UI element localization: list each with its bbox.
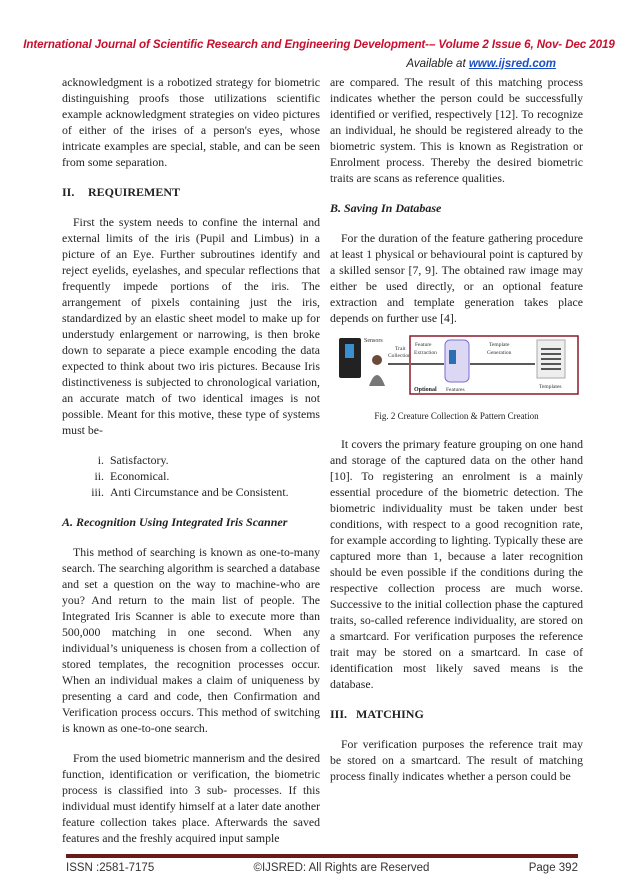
label-template: Template: [489, 342, 510, 348]
label-feature: Feature: [415, 342, 432, 348]
section-heading-requirement: [62, 184, 320, 200]
left-paragraph-4: From the used biometric mannerism and the desired function, identification or verification, the biometric process is classified into 3 sub- processes. If this individual must identify himself at a later date another feature collection takes place. Afterwards the saved features and the freshly acquired input sample: [62, 751, 320, 845]
journal-link[interactable]: www.ijsred.com: [468, 58, 556, 70]
availability-line: [0, 57, 638, 72]
subsection-heading-recognition: A. Recognition Using Integrated Iris Scanner: [62, 515, 288, 529]
footer-copyright: ©IJSRED: All Rights are Reserved: [253, 862, 430, 874]
figure-container: [330, 334, 583, 396]
journal-header: International Journal of Scientific Research and Engineering Development-– Volume 2 Issue 6, Nov- Dec 2019: [23, 38, 615, 51]
label-templates: Templates: [539, 384, 562, 390]
subsection-heading-saving: B. Saving In Database: [330, 201, 442, 215]
figure-biometric-process: [339, 334, 579, 396]
section-number: III.: [330, 707, 348, 721]
section-title: REQUIREMENT: [88, 185, 181, 199]
list-number: ii.: [94, 469, 104, 483]
two-column-body: [62, 74, 583, 846]
left-paragraph-3: This method of searching is known as one-to-many search. The searching algorithm is searched a database and set a question on the way to machine-who are you? And return to the main list of people. The Integrated Iris Scanner is able to execute more than 500,000 matching in one second. When any individual’s uniqueness is chosen from a collection of stored templates, the recognition processes occur. When an individual makes a claim of uniqueness by presenting a card and code, then Confirmation and Verification process occurs. This method of switching is known as one-to-one search.: [62, 545, 320, 735]
footer-page-number: Page 392: [528, 862, 578, 874]
label-trait: Trait: [395, 346, 406, 352]
list-item: [62, 468, 320, 484]
right-paragraph-3: It covers the primary feature grouping on one hand and storage of the captured data on the other hand [10]. To registering an enrolment is a mainly essential procedure of the biometric detection. The biometric individuality must be taken under best conditions, with respect to a good recognition rate, for example according to lighting. Typically these are captured more than 1, because a later recognition should be even possible if the conditions during the respective collection process are much worse. Successive to the initial collection phase the captured traits, so-called reference individuality, are stored on a smartcard. For verification purposes the reference trait may be stored on a smartcard. In case of identification most likely saved means is the database.: [330, 437, 583, 691]
figure-caption: Fig. 2 Creature Collection & Pattern Creation: [374, 411, 539, 421]
label-collection: Collection: [388, 353, 411, 359]
right-paragraph-2: For the duration of the feature gathering procedure at least 1 physical or behavioural point is captured by a skilled sensor [7, 9]. The obtained raw image may either be used directly, or an optional feature extraction and template generation takes place depends on further use [4].: [330, 231, 583, 325]
label-optional: Optional: [414, 387, 437, 393]
section-number: II.: [62, 185, 75, 199]
list-item: [62, 452, 320, 468]
features-database-icon: [445, 340, 469, 382]
list-text: Satisfactory.: [110, 453, 169, 467]
available-prefix: Available at: [406, 58, 469, 70]
footer-issn: ISSN :2581-7175: [66, 862, 155, 874]
right-column: [330, 74, 583, 846]
label-generation: Generation: [487, 350, 512, 356]
label-features: Features: [446, 387, 465, 393]
right-paragraph-4: For verification purposes the reference trait may be stored on a smartcard. The result of matching process finally indicates whether a person could be: [330, 737, 583, 783]
left-paragraph-2: First the system needs to confine the internal and external limits of the iris (Pupil and Limbus) in a picture of an Eye. Further subroutines identify and reject eyelids, eyelashes, and specular reflections that frequently impede portions of the iris. The arrangement of pixels containing just the iris, standardized by an elastic sheet model to make up for understudy enlargement or narrowing, is then broke down to separate a piece example encoding the data expected to think about two iris pictures. Because Iris distinctiveness is subjected to chronological variation, an accurate match of two identical images is not possible. Meant for this motive, these type of systems must be-: [62, 215, 320, 437]
left-column: [62, 74, 320, 846]
section-title: MATCHING: [356, 707, 424, 721]
left-paragraph-1: acknowledgment is a robotized strategy for biometric distinguishing proofs those utilizations scientific example acknowledgment strategies on video pictures of either of the irises of a person's eyes, whose intricate examples are special, stable, and can be seen from some separation.: [62, 75, 320, 169]
list-text: Anti Circumstance and be Consistent.: [110, 485, 289, 499]
section-heading-matching: [330, 706, 583, 722]
list-text: Economical.: [110, 469, 170, 483]
right-paragraph-1: are compared. The result of this matching process indicates whether the person could be successfully identified or verified, respectively [12]. To recognize an individual, he should be registered already to the biometric system. This is known as Registration or Enrolment process. Thereby the desired biometric traits are scans as reference qualities.: [330, 75, 583, 185]
requirements-list: [62, 452, 320, 500]
list-number: iii.: [91, 485, 104, 499]
label-sensors: Sensors: [364, 338, 383, 344]
page-footer: [66, 854, 578, 896]
list-number: i.: [97, 453, 104, 467]
list-item: [62, 484, 320, 500]
label-extraction: Extraction: [414, 350, 437, 356]
person-icon: [372, 355, 382, 365]
